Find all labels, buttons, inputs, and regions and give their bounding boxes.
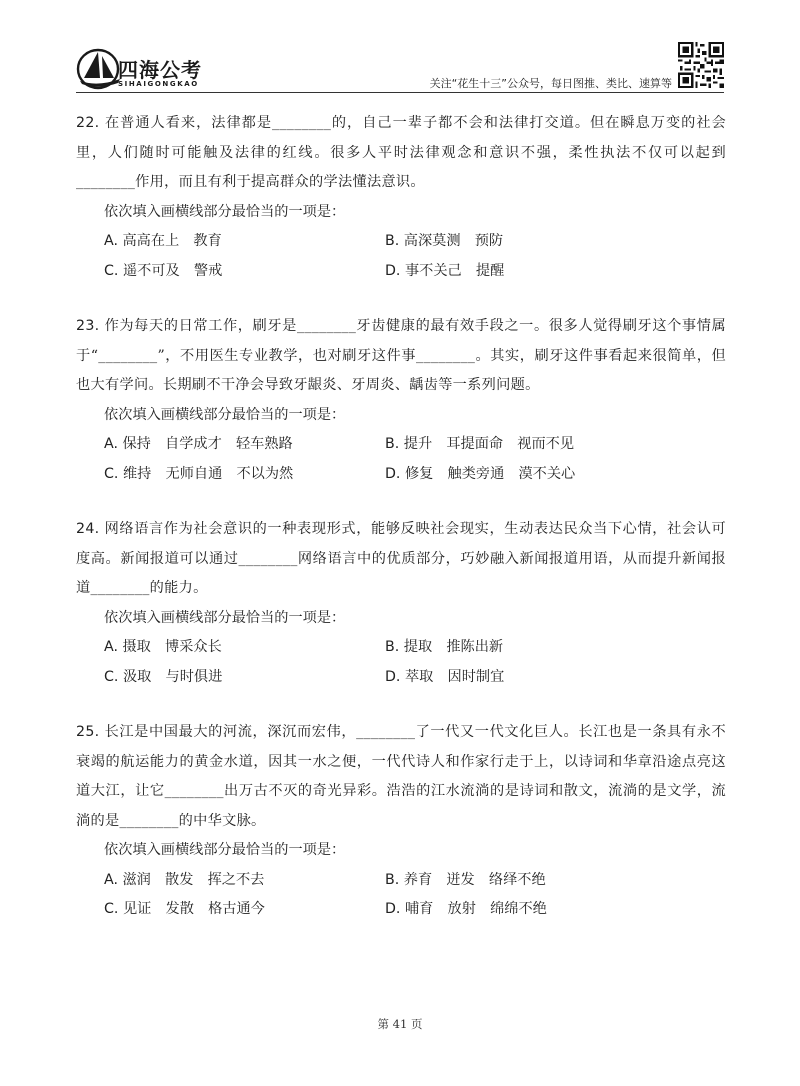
question-prompt: 依次填入画横线部分最恰当的一项是： bbox=[104, 406, 346, 423]
option-list bbox=[76, 633, 726, 692]
question-prompt: 依次填入画横线部分最恰当的一项是： bbox=[104, 609, 346, 626]
question-stem bbox=[76, 718, 726, 836]
header-divider bbox=[76, 92, 724, 93]
question-text: 网络语言作为社会意识的一种表现形式，能够反映社会现实，生动表达民众当下心情，社会认可度高。新闻报道可以通过________网络语言中的优质部分，巧妙融入新闻报道用语，从而提升新闻报道________的能力。 bbox=[76, 521, 726, 596]
question-number: 22. bbox=[76, 115, 100, 131]
option-a: A. 保持 自学成才 轻车熟路 bbox=[104, 436, 293, 452]
option-row bbox=[104, 257, 726, 287]
option-a: A. 摄取 博采众长 bbox=[104, 639, 222, 655]
question-25 bbox=[76, 718, 726, 925]
question-number: 25. bbox=[76, 724, 100, 740]
option-d: D. 哺育 放射 绵绵不绝 bbox=[385, 901, 547, 917]
option-row bbox=[104, 430, 726, 460]
option-d: D. 修复 触类旁通 漠不关心 bbox=[385, 465, 576, 482]
question-stem bbox=[76, 312, 726, 401]
option-a: A. 滋润 散发 挥之不去 bbox=[104, 871, 265, 888]
option-row bbox=[104, 227, 726, 257]
option-b: B. 提取 推陈出新 bbox=[385, 639, 504, 655]
question-text: 在普通人看来，法律都是________的，自己一辈子都不会和法律打交道。但在瞬息万变的社会里，人们随时可能触及法律的红线。很多人平时法律观念和意识不强，柔性执法不仅可以起到________作用，而且有利于提高群众的学法懂法意识。 bbox=[76, 115, 726, 190]
question-text: 作为每天的日常工作，刷牙是________牙齿健康的最有效手段之一。很多人觉得刷牙这个事情属于“________”，不用医生专业教学，也对刷牙这件事________。其实，刷牙这件事看起来很简单，但也大有学问。长期刷不干净会导致牙龈炎、牙周炎、龋齿等一系列问题。 bbox=[76, 318, 726, 393]
option-c: C. 维持 无师自通 不以为然 bbox=[104, 465, 294, 482]
option-b: B. 提升 耳提面命 视而不见 bbox=[385, 436, 575, 452]
brand-name: 四海公考 bbox=[118, 58, 202, 82]
question-stem bbox=[76, 109, 726, 198]
option-b: B. 养育 迸发 络绎不绝 bbox=[385, 871, 546, 888]
question-prompt: 依次填入画横线部分最恰当的一项是： bbox=[104, 203, 346, 220]
question-prompt: 依次填入画横线部分最恰当的一项是： bbox=[104, 842, 346, 858]
option-list bbox=[76, 430, 726, 489]
option-a: A. 高高在上 教育 bbox=[104, 233, 222, 249]
option-list bbox=[76, 866, 726, 925]
option-row bbox=[104, 866, 726, 896]
question-stem bbox=[76, 515, 726, 604]
option-row bbox=[104, 663, 726, 693]
header-note: 关注“花生十三”公众号，每日图推、类比、速算等 bbox=[429, 77, 672, 90]
option-d: D. 萃取 因时制宜 bbox=[385, 668, 505, 685]
option-b: B. 高深莫测 预防 bbox=[385, 233, 504, 249]
option-c: C. 遥不可及 警戒 bbox=[104, 262, 223, 279]
question-list bbox=[0, 104, 800, 925]
option-c: C. 汲取 与时俱进 bbox=[104, 668, 223, 685]
question-22 bbox=[76, 109, 726, 286]
question-24 bbox=[76, 515, 726, 692]
question-23 bbox=[76, 312, 726, 489]
option-row bbox=[104, 895, 726, 925]
qr-code-icon bbox=[678, 42, 724, 88]
question-text: 长江是中国最大的河流，深沉而宏伟，________了一代又一代文化巨人。长江也是一条具有永不衰竭的航运能力的黄金水道，因其一水之便，一代代诗人和作家行走于上，以诗词和华章沿途点亮这道大江，让它________出万古不灭的奇光异彩。浩浩的江水流淌的是诗词和散文，流淌的是文学，流淌的是________的中华文脉。 bbox=[76, 724, 726, 829]
page-header bbox=[0, 0, 800, 96]
option-d: D. 事不关己 提醒 bbox=[385, 262, 505, 279]
question-number: 24. bbox=[76, 521, 100, 537]
option-c: C. 见证 发散 格古通今 bbox=[104, 901, 265, 917]
question-number: 23. bbox=[76, 318, 100, 334]
brand-subtitle: SIHAIGONGKAO bbox=[118, 80, 199, 88]
page-number: 第 41 页 bbox=[377, 1017, 423, 1031]
option-row bbox=[104, 633, 726, 663]
option-list bbox=[76, 227, 726, 286]
option-row bbox=[104, 460, 726, 490]
